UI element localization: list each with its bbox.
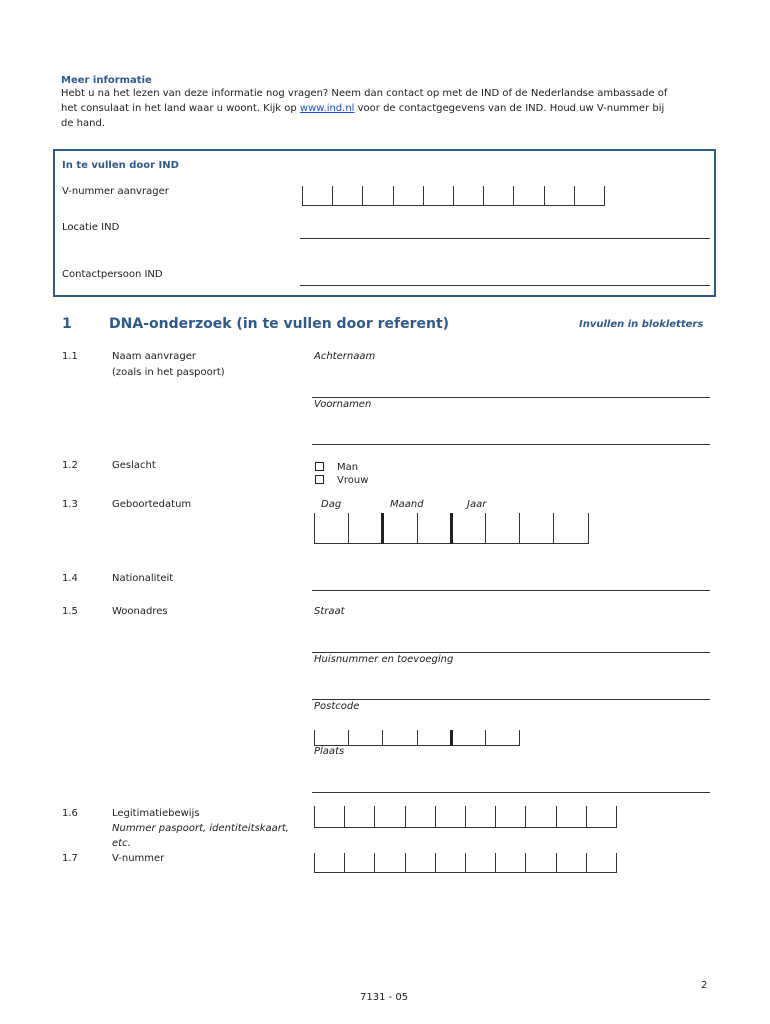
comb-divider [544,186,545,206]
surname-field[interactable] [312,397,710,398]
comb-divider [374,806,375,828]
info-line-2-pre: het consulaat in het land waar u woont. Kijk op [61,103,300,114]
page-number: 2 [701,980,708,991]
field-number: 1.7 [62,853,78,864]
comb-divider [362,186,363,206]
comb-divider [374,853,375,873]
comb-divider [344,806,345,828]
v-number-label: V-nummer [112,853,165,864]
comb-divider [405,806,406,828]
ind-website-link[interactable]: www.ind.nl [299,103,355,114]
comb-divider [495,806,496,828]
comb-divider [314,853,315,873]
house-number-field[interactable] [312,699,710,700]
name-label: Naam aanvrager [112,351,197,362]
comb-divider [393,186,394,206]
comb-divider [381,513,384,544]
nationality-field[interactable] [312,590,710,591]
id-document-sub-label-1: Nummer paspoort, identiteitskaart, [112,823,289,834]
comb-divider [453,186,454,206]
comb-divider [586,853,587,873]
comb-divider [382,730,383,746]
comb-divider [519,730,520,746]
info-line-2 [61,103,664,114]
comb-divider [525,806,526,828]
address-label: Woonadres [112,606,168,617]
comb-divider [435,853,436,873]
contact-person-label: Contactpersoon IND [62,269,163,280]
nationality-label: Nationaliteit [112,573,174,584]
info-line-3: de hand. [61,118,106,129]
comb-divider [465,806,466,828]
comb-divider [348,730,349,746]
section-note: Invullen in blokletters [579,319,704,330]
comb-divider [314,806,315,828]
comb-divider [332,186,333,206]
contact-person-field[interactable] [300,285,710,286]
comb-divider [588,513,589,544]
comb-divider [604,186,605,206]
info-line-2-post: voor de contactgegevens van de IND. Houd uw V-nummer bij [354,103,665,114]
city-label: Plaats [314,746,345,757]
ind-box-title: In te vullen door IND [62,160,179,171]
birthdate-month-label: Maand [390,499,424,510]
comb-divider [495,853,496,873]
id-document-sub-label-2: etc. [112,838,131,849]
comb-divider [348,513,349,544]
street-label: Straat [314,606,345,617]
comb-divider [417,513,418,544]
gender-male-label: Man [337,462,359,473]
comb-divider [302,186,303,206]
comb-divider [556,853,557,873]
field-number: 1.2 [62,460,78,471]
given-names-field[interactable] [312,444,710,445]
street-field[interactable] [312,652,710,653]
section-number: 1 [62,316,72,332]
location-ind-label: Locatie IND [62,222,120,233]
comb-divider [423,186,424,206]
v-number-applicant-label: V-nummer aanvrager [62,186,169,197]
field-number: 1.5 [62,606,78,617]
field-number: 1.3 [62,499,78,510]
form-code: 7131 - 05 [360,992,409,1003]
comb-divider [435,806,436,828]
comb-divider [314,730,315,746]
comb-divider [556,806,557,828]
comb-divider [450,513,453,544]
comb-divider [513,186,514,206]
comb-divider [450,730,453,746]
comb-divider [485,513,486,544]
comb-divider [417,730,418,746]
comb-divider [616,806,617,828]
comb-divider [616,853,617,873]
comb-divider [586,806,587,828]
comb-divider [405,853,406,873]
city-field[interactable] [312,792,710,793]
comb-divider [465,853,466,873]
info-line-1: Hebt u na het lezen van deze informatie nog vragen? Neem dan contact op met de IND of de Nederlandse ambassade of [61,88,668,99]
comb-divider [525,853,526,873]
comb-divider [344,853,345,873]
surname-label: Achternaam [314,351,376,362]
birthdate-label: Geboortedatum [112,499,192,510]
gender-female-checkbox[interactable] [315,475,324,484]
name-sub-label: (zoals in het paspoort) [112,367,225,378]
field-number: 1.6 [62,808,78,819]
id-document-label: Legitimatiebewijs [112,808,200,819]
comb-divider [314,513,315,544]
field-number: 1.4 [62,573,78,584]
birthdate-year-label: Jaar [467,499,487,510]
comb-divider [574,186,575,206]
house-number-label: Huisnummer en toevoeging [314,654,454,665]
comb-divider [519,513,520,544]
postcode-label: Postcode [314,701,360,712]
location-ind-field[interactable] [300,238,710,239]
info-heading: Meer informatie [61,75,152,86]
comb-divider [485,730,486,746]
comb-divider [553,513,554,544]
given-names-label: Voornamen [314,399,372,410]
gender-male-checkbox[interactable] [315,462,324,471]
field-number: 1.1 [62,351,78,362]
gender-label: Geslacht [112,460,156,471]
gender-female-label: Vrouw [337,475,369,486]
birthdate-day-label: Dag [321,499,342,510]
section-title: DNA-onderzoek (in te vullen door referent) [109,316,450,332]
comb-divider [483,186,484,206]
